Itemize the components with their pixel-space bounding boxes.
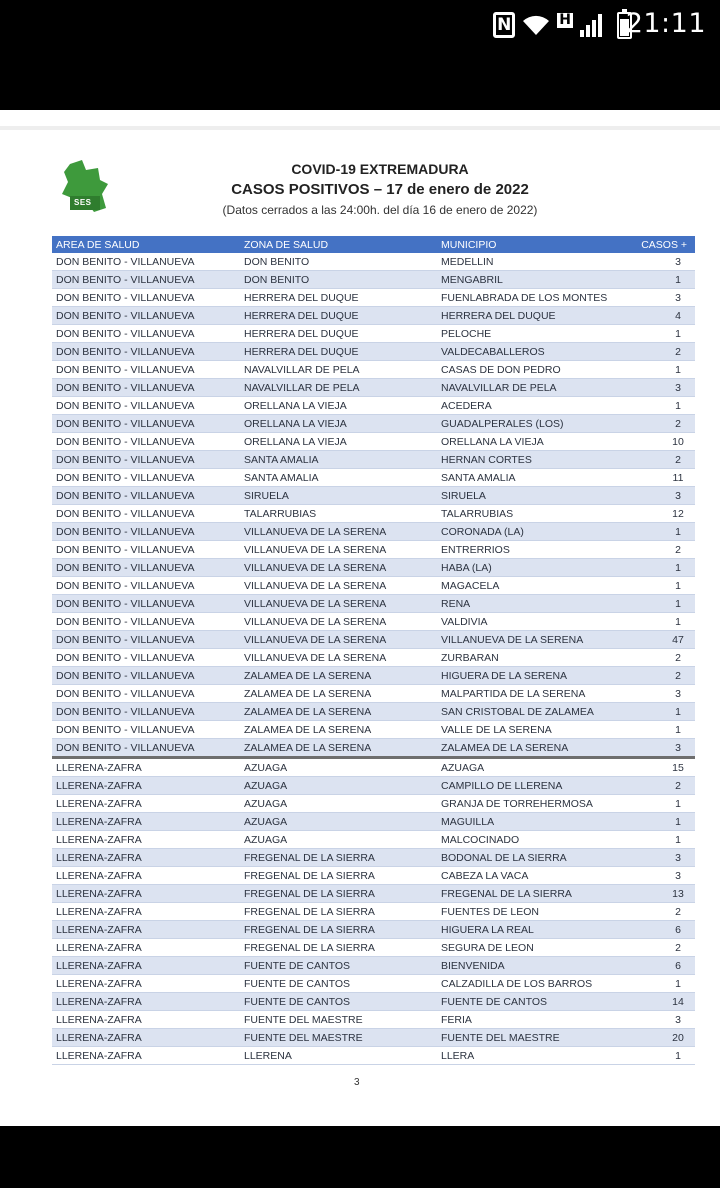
casos-cell: 1 bbox=[625, 271, 695, 289]
table-row bbox=[52, 721, 695, 739]
municipio-cell: ZALAMEA DE LA SERENA bbox=[437, 739, 625, 758]
casos-cell: 1 bbox=[625, 361, 695, 379]
area-cell: DON BENITO - VILLANUEVA bbox=[52, 289, 240, 307]
zona-cell: HERRERA DEL DUQUE bbox=[240, 343, 437, 361]
table-row bbox=[52, 559, 695, 577]
municipio-cell: PELOCHE bbox=[437, 325, 625, 343]
area-cell: LLERENA-ZAFRA bbox=[52, 903, 240, 921]
casos-cell: 6 bbox=[625, 957, 695, 975]
zona-cell: VILLANUEVA DE LA SERENA bbox=[240, 613, 437, 631]
zona-cell: NAVALVILLAR DE PELA bbox=[240, 361, 437, 379]
casos-cell: 1 bbox=[625, 613, 695, 631]
table-row bbox=[52, 777, 695, 795]
casos-cell: 1 bbox=[625, 1047, 695, 1065]
municipio-cell: LLERA bbox=[437, 1047, 625, 1065]
table-row bbox=[52, 415, 695, 433]
zona-cell: HERRERA DEL DUQUE bbox=[240, 325, 437, 343]
zona-cell: VILLANUEVA DE LA SERENA bbox=[240, 523, 437, 541]
area-cell: DON BENITO - VILLANUEVA bbox=[52, 739, 240, 758]
header-municipio: MUNICIPIO bbox=[437, 236, 625, 253]
casos-cell: 3 bbox=[625, 253, 695, 271]
zona-cell: FREGENAL DE LA SIERRA bbox=[240, 885, 437, 903]
casos-cell: 3 bbox=[625, 685, 695, 703]
table-row bbox=[52, 1047, 695, 1065]
table-row bbox=[52, 758, 695, 777]
area-cell: DON BENITO - VILLANUEVA bbox=[52, 631, 240, 649]
municipio-cell: BODONAL DE LA SIERRA bbox=[437, 849, 625, 867]
municipio-cell: FERIA bbox=[437, 1011, 625, 1029]
municipio-cell: ACEDERA bbox=[437, 397, 625, 415]
area-cell: DON BENITO - VILLANUEVA bbox=[52, 613, 240, 631]
status-bar bbox=[0, 0, 720, 50]
municipio-cell: GRANJA DE TORREHERMOSA bbox=[437, 795, 625, 813]
casos-cell: 2 bbox=[625, 667, 695, 685]
table-row bbox=[52, 939, 695, 957]
header-zona: ZONA DE SALUD bbox=[240, 236, 437, 253]
area-cell: DON BENITO - VILLANUEVA bbox=[52, 379, 240, 397]
casos-cell: 1 bbox=[625, 813, 695, 831]
area-cell: DON BENITO - VILLANUEVA bbox=[52, 667, 240, 685]
zona-cell: SANTA AMALIA bbox=[240, 451, 437, 469]
casos-cell: 4 bbox=[625, 307, 695, 325]
status-icons bbox=[493, 10, 632, 40]
area-cell: DON BENITO - VILLANUEVA bbox=[52, 343, 240, 361]
casos-cell: 6 bbox=[625, 921, 695, 939]
table-row bbox=[52, 975, 695, 993]
table-row bbox=[52, 685, 695, 703]
casos-cell: 11 bbox=[625, 469, 695, 487]
municipio-cell: CASAS DE DON PEDRO bbox=[437, 361, 625, 379]
zona-cell: NAVALVILLAR DE PELA bbox=[240, 379, 437, 397]
zona-cell: VILLANUEVA DE LA SERENA bbox=[240, 631, 437, 649]
municipio-cell: SIRUELA bbox=[437, 487, 625, 505]
ses-logo-icon bbox=[60, 160, 110, 216]
signal-icon bbox=[579, 12, 607, 38]
zona-cell: FREGENAL DE LA SIERRA bbox=[240, 921, 437, 939]
doc-subtitle: CASOS POSITIVOS – 17 de enero de 2022 bbox=[231, 181, 529, 198]
table-row bbox=[52, 433, 695, 451]
table-row bbox=[52, 541, 695, 559]
municipio-cell: HABA (LA) bbox=[437, 559, 625, 577]
area-cell: LLERENA-ZAFRA bbox=[52, 1029, 240, 1047]
area-cell: LLERENA-ZAFRA bbox=[52, 831, 240, 849]
zona-cell: DON BENITO bbox=[240, 271, 437, 289]
casos-cell: 1 bbox=[625, 577, 695, 595]
area-cell: DON BENITO - VILLANUEVA bbox=[52, 451, 240, 469]
casos-cell: 2 bbox=[625, 415, 695, 433]
municipio-cell: CABEZA LA VACA bbox=[437, 867, 625, 885]
area-cell: LLERENA-ZAFRA bbox=[52, 957, 240, 975]
municipio-cell: CALZADILLA DE LOS BARROS bbox=[437, 975, 625, 993]
casos-cell: 2 bbox=[625, 903, 695, 921]
table-row bbox=[52, 469, 695, 487]
doc-title: COVID-19 EXTREMADURA bbox=[291, 161, 469, 177]
zona-cell: AZUAGA bbox=[240, 777, 437, 795]
casos-cell: 3 bbox=[625, 379, 695, 397]
area-cell: DON BENITO - VILLANUEVA bbox=[52, 685, 240, 703]
casos-cell: 12 bbox=[625, 505, 695, 523]
municipio-cell: ENTRERRIOS bbox=[437, 541, 625, 559]
nfc-icon: N bbox=[493, 12, 515, 38]
area-cell: LLERENA-ZAFRA bbox=[52, 993, 240, 1011]
area-cell: DON BENITO - VILLANUEVA bbox=[52, 253, 240, 271]
table-row bbox=[52, 307, 695, 325]
municipio-cell: VALDECABALLEROS bbox=[437, 343, 625, 361]
document-page bbox=[0, 110, 720, 1126]
table-row bbox=[52, 957, 695, 975]
table-row bbox=[52, 739, 695, 758]
zona-cell: HERRERA DEL DUQUE bbox=[240, 307, 437, 325]
area-cell: LLERENA-ZAFRA bbox=[52, 758, 240, 777]
area-cell: DON BENITO - VILLANUEVA bbox=[52, 397, 240, 415]
zona-cell: HERRERA DEL DUQUE bbox=[240, 289, 437, 307]
municipio-cell: ORELLANA LA VIEJA bbox=[437, 433, 625, 451]
municipio-cell: MEDELLIN bbox=[437, 253, 625, 271]
area-cell: DON BENITO - VILLANUEVA bbox=[52, 433, 240, 451]
table-row bbox=[52, 253, 695, 271]
casos-cell: 1 bbox=[625, 795, 695, 813]
casos-cell: 14 bbox=[625, 993, 695, 1011]
zona-cell: VILLANUEVA DE LA SERENA bbox=[240, 577, 437, 595]
table-row bbox=[52, 921, 695, 939]
area-cell: DON BENITO - VILLANUEVA bbox=[52, 577, 240, 595]
table-row bbox=[52, 379, 695, 397]
area-cell: DON BENITO - VILLANUEVA bbox=[52, 523, 240, 541]
casos-cell: 1 bbox=[625, 397, 695, 415]
table-row bbox=[52, 613, 695, 631]
area-cell: DON BENITO - VILLANUEVA bbox=[52, 415, 240, 433]
municipio-cell: MALCOCINADO bbox=[437, 831, 625, 849]
area-cell: LLERENA-ZAFRA bbox=[52, 849, 240, 867]
area-cell: DON BENITO - VILLANUEVA bbox=[52, 559, 240, 577]
casos-cell: 1 bbox=[625, 595, 695, 613]
casos-cell: 1 bbox=[625, 559, 695, 577]
area-cell: DON BENITO - VILLANUEVA bbox=[52, 649, 240, 667]
zona-cell: FUENTE DE CANTOS bbox=[240, 993, 437, 1011]
casos-cell: 2 bbox=[625, 649, 695, 667]
area-cell: LLERENA-ZAFRA bbox=[52, 1011, 240, 1029]
area-cell: LLERENA-ZAFRA bbox=[52, 813, 240, 831]
header-area: AREA DE SALUD bbox=[52, 236, 240, 253]
table-row bbox=[52, 595, 695, 613]
zona-cell: ORELLANA LA VIEJA bbox=[240, 433, 437, 451]
municipio-cell: HIGUERA LA REAL bbox=[437, 921, 625, 939]
doc-note: (Datos cerrados a las 24:00h. del día 16 de enero de 2022) bbox=[222, 203, 538, 217]
zona-cell: VILLANUEVA DE LA SERENA bbox=[240, 595, 437, 613]
municipio-cell: MENGABRIL bbox=[437, 271, 625, 289]
casos-cell: 10 bbox=[625, 433, 695, 451]
area-cell: LLERENA-ZAFRA bbox=[52, 1047, 240, 1065]
zona-cell: SANTA AMALIA bbox=[240, 469, 437, 487]
table-row bbox=[52, 577, 695, 595]
zona-cell: AZUAGA bbox=[240, 831, 437, 849]
table-row bbox=[52, 667, 695, 685]
table-row bbox=[52, 325, 695, 343]
casos-cell: 3 bbox=[625, 849, 695, 867]
area-cell: DON BENITO - VILLANUEVA bbox=[52, 361, 240, 379]
municipio-cell: MAGACELA bbox=[437, 577, 625, 595]
casos-cell: 1 bbox=[625, 325, 695, 343]
casos-cell: 47 bbox=[625, 631, 695, 649]
municipio-cell: HERNAN CORTES bbox=[437, 451, 625, 469]
municipio-cell: FUENLABRADA DE LOS MONTES bbox=[437, 289, 625, 307]
casos-cell: 2 bbox=[625, 777, 695, 795]
table-row bbox=[52, 795, 695, 813]
municipio-cell: RENA bbox=[437, 595, 625, 613]
table-row bbox=[52, 505, 695, 523]
area-cell: LLERENA-ZAFRA bbox=[52, 921, 240, 939]
casos-cell: 3 bbox=[625, 289, 695, 307]
zona-cell: DON BENITO bbox=[240, 253, 437, 271]
municipio-cell: FUENTE DE CANTOS bbox=[437, 993, 625, 1011]
municipio-cell: VALDIVIA bbox=[437, 613, 625, 631]
header-casos: CASOS + bbox=[625, 236, 695, 253]
logo-text: SES bbox=[74, 198, 92, 207]
zona-cell: SIRUELA bbox=[240, 487, 437, 505]
zona-cell: TALARRUBIAS bbox=[240, 505, 437, 523]
zona-cell: FUENTE DE CANTOS bbox=[240, 975, 437, 993]
municipio-cell: ZURBARAN bbox=[437, 649, 625, 667]
municipio-cell: AZUAGA bbox=[437, 758, 625, 777]
casos-cell: 20 bbox=[625, 1029, 695, 1047]
table-row bbox=[52, 885, 695, 903]
municipio-cell: SAN CRISTOBAL DE ZALAMEA bbox=[437, 703, 625, 721]
zona-cell: FUENTE DEL MAESTRE bbox=[240, 1029, 437, 1047]
area-cell: DON BENITO - VILLANUEVA bbox=[52, 703, 240, 721]
table-row bbox=[52, 397, 695, 415]
table-row bbox=[52, 451, 695, 469]
municipio-cell: SEGURA DE LEON bbox=[437, 939, 625, 957]
page-number: 3 bbox=[354, 1077, 360, 1088]
table-row bbox=[52, 523, 695, 541]
zona-cell: LLERENA bbox=[240, 1047, 437, 1065]
municipio-cell: BIENVENIDA bbox=[437, 957, 625, 975]
municipio-cell: FUENTES DE LEON bbox=[437, 903, 625, 921]
table-row bbox=[52, 343, 695, 361]
municipio-cell: MALPARTIDA DE LA SERENA bbox=[437, 685, 625, 703]
zona-cell: ZALAMEA DE LA SERENA bbox=[240, 703, 437, 721]
table-row bbox=[52, 813, 695, 831]
area-cell: DON BENITO - VILLANUEVA bbox=[52, 487, 240, 505]
casos-cell: 2 bbox=[625, 939, 695, 957]
municipio-cell: VALLE DE LA SERENA bbox=[437, 721, 625, 739]
table-body bbox=[52, 253, 695, 1065]
cases-table bbox=[52, 236, 695, 1065]
area-cell: DON BENITO - VILLANUEVA bbox=[52, 541, 240, 559]
municipio-cell: VILLANUEVA DE LA SERENA bbox=[437, 631, 625, 649]
wifi-icon bbox=[521, 13, 551, 37]
area-cell: DON BENITO - VILLANUEVA bbox=[52, 595, 240, 613]
table-row bbox=[52, 903, 695, 921]
table-row bbox=[52, 849, 695, 867]
zona-cell: ZALAMEA DE LA SERENA bbox=[240, 739, 437, 758]
casos-cell: 2 bbox=[625, 451, 695, 469]
mobile-data-icon: H bbox=[559, 12, 571, 28]
municipio-cell: FREGENAL DE LA SIERRA bbox=[437, 885, 625, 903]
municipio-cell: SANTA AMALIA bbox=[437, 469, 625, 487]
casos-cell: 2 bbox=[625, 343, 695, 361]
table-row bbox=[52, 703, 695, 721]
municipio-cell: TALARRUBIAS bbox=[437, 505, 625, 523]
table-row bbox=[52, 993, 695, 1011]
area-cell: LLERENA-ZAFRA bbox=[52, 795, 240, 813]
area-cell: DON BENITO - VILLANUEVA bbox=[52, 325, 240, 343]
casos-cell: 1 bbox=[625, 831, 695, 849]
zona-cell: FREGENAL DE LA SIERRA bbox=[240, 849, 437, 867]
municipio-cell: GUADALPERALES (LOS) bbox=[437, 415, 625, 433]
area-cell: LLERENA-ZAFRA bbox=[52, 939, 240, 957]
municipio-cell: CAMPILLO DE LLERENA bbox=[437, 777, 625, 795]
table-row bbox=[52, 649, 695, 667]
page-top-divider bbox=[0, 126, 720, 130]
zona-cell: FREGENAL DE LA SIERRA bbox=[240, 939, 437, 957]
table-row bbox=[52, 289, 695, 307]
casos-cell: 2 bbox=[625, 541, 695, 559]
municipio-cell: FUENTE DEL MAESTRE bbox=[437, 1029, 625, 1047]
table-row bbox=[52, 867, 695, 885]
area-cell: LLERENA-ZAFRA bbox=[52, 975, 240, 993]
zona-cell: FUENTE DE CANTOS bbox=[240, 957, 437, 975]
municipio-cell: NAVALVILLAR DE PELA bbox=[437, 379, 625, 397]
zona-cell: ORELLANA LA VIEJA bbox=[240, 415, 437, 433]
zona-cell: FUENTE DEL MAESTRE bbox=[240, 1011, 437, 1029]
zona-cell: AZUAGA bbox=[240, 795, 437, 813]
ses-logo bbox=[60, 160, 110, 216]
casos-cell: 1 bbox=[625, 523, 695, 541]
table-row bbox=[52, 361, 695, 379]
table-row bbox=[52, 631, 695, 649]
casos-cell: 13 bbox=[625, 885, 695, 903]
municipio-cell: HIGUERA DE LA SERENA bbox=[437, 667, 625, 685]
table-header-row bbox=[52, 236, 695, 253]
zona-cell: VILLANUEVA DE LA SERENA bbox=[240, 649, 437, 667]
status-time: 21:11 bbox=[625, 8, 706, 39]
casos-cell: 1 bbox=[625, 721, 695, 739]
casos-cell: 3 bbox=[625, 487, 695, 505]
area-cell: DON BENITO - VILLANUEVA bbox=[52, 271, 240, 289]
area-cell: DON BENITO - VILLANUEVA bbox=[52, 307, 240, 325]
area-cell: LLERENA-ZAFRA bbox=[52, 777, 240, 795]
municipio-cell: HERRERA DEL DUQUE bbox=[437, 307, 625, 325]
zona-cell: FREGENAL DE LA SIERRA bbox=[240, 867, 437, 885]
table-row bbox=[52, 831, 695, 849]
casos-cell: 3 bbox=[625, 1011, 695, 1029]
zona-cell: VILLANUEVA DE LA SERENA bbox=[240, 541, 437, 559]
casos-cell: 1 bbox=[625, 703, 695, 721]
area-cell: DON BENITO - VILLANUEVA bbox=[52, 721, 240, 739]
area-cell: DON BENITO - VILLANUEVA bbox=[52, 505, 240, 523]
zona-cell: ORELLANA LA VIEJA bbox=[240, 397, 437, 415]
zona-cell: ZALAMEA DE LA SERENA bbox=[240, 667, 437, 685]
casos-cell: 3 bbox=[625, 867, 695, 885]
table-row bbox=[52, 1011, 695, 1029]
table-row bbox=[52, 271, 695, 289]
table-row bbox=[52, 487, 695, 505]
area-cell: DON BENITO - VILLANUEVA bbox=[52, 469, 240, 487]
zona-cell: ZALAMEA DE LA SERENA bbox=[240, 685, 437, 703]
casos-cell: 15 bbox=[625, 758, 695, 777]
municipio-cell: CORONADA (LA) bbox=[437, 523, 625, 541]
zona-cell: VILLANUEVA DE LA SERENA bbox=[240, 559, 437, 577]
municipio-cell: MAGUILLA bbox=[437, 813, 625, 831]
zona-cell: AZUAGA bbox=[240, 758, 437, 777]
table-row bbox=[52, 1029, 695, 1047]
zona-cell: FREGENAL DE LA SIERRA bbox=[240, 903, 437, 921]
area-cell: LLERENA-ZAFRA bbox=[52, 867, 240, 885]
casos-cell: 1 bbox=[625, 975, 695, 993]
casos-cell: 3 bbox=[625, 739, 695, 758]
area-cell: LLERENA-ZAFRA bbox=[52, 885, 240, 903]
zona-cell: ZALAMEA DE LA SERENA bbox=[240, 721, 437, 739]
zona-cell: AZUAGA bbox=[240, 813, 437, 831]
